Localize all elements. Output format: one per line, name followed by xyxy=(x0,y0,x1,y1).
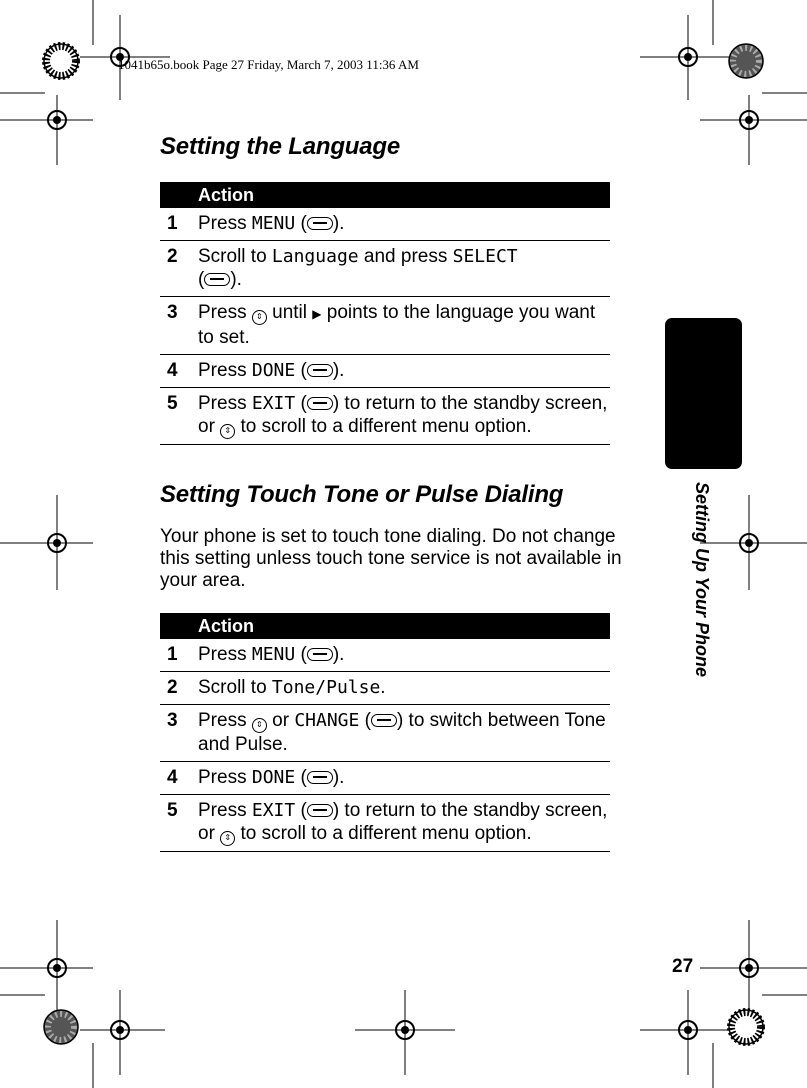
table-row xyxy=(160,795,610,852)
scroll-key-icon: ⇕ xyxy=(252,310,267,325)
softkey-icon xyxy=(371,714,397,727)
table-row xyxy=(160,208,610,241)
change-key-label: CHANGE xyxy=(294,710,360,731)
table-row xyxy=(160,672,610,705)
table-row xyxy=(160,297,610,355)
table-row xyxy=(160,355,610,388)
table-row xyxy=(160,639,610,672)
step-text: Scroll to Language and press SELECT ( ). xyxy=(198,241,610,297)
step-number: 1 xyxy=(160,639,198,672)
menu-item-label: Language xyxy=(271,246,359,267)
step-number: 4 xyxy=(160,762,198,795)
scroll-key-icon: ⇕ xyxy=(220,831,235,846)
step-text: Press DONE ( ). xyxy=(198,355,610,388)
step-text: Press MENU ( ). xyxy=(198,639,610,672)
step-number: 5 xyxy=(160,388,198,445)
section-title-language: Setting the Language xyxy=(160,133,401,160)
done-key-label: DONE xyxy=(251,767,296,788)
step-text: Scroll to Tone/Pulse. xyxy=(198,672,610,705)
step-text: Press DONE ( ). xyxy=(198,762,610,795)
step-number: 1 xyxy=(160,208,198,241)
step-number: 2 xyxy=(160,241,198,297)
step-number: 2 xyxy=(160,672,198,705)
chapter-side-title: Setting Up Your Phone xyxy=(692,482,712,678)
done-key-label: DONE xyxy=(251,360,296,381)
dialing-steps-table xyxy=(160,613,610,852)
step-number: 3 xyxy=(160,705,198,762)
scroll-key-icon: ⇕ xyxy=(252,718,267,733)
step-number: 4 xyxy=(160,355,198,388)
pointer-arrow-icon: ▶ xyxy=(312,307,322,321)
step-text: Press ⇕ or CHANGE ( ) to switch between Tone and Pulse. xyxy=(198,705,610,762)
book-header: 1041b65o.book Page 27 Friday, March 7, 2003 11:36 AM xyxy=(118,57,419,72)
section-title-dialing: Setting Touch Tone or Pulse Dialing xyxy=(160,481,564,508)
exit-key-label: EXIT xyxy=(251,393,296,414)
menu-key-label: MENU xyxy=(251,213,296,234)
exit-key-label: EXIT xyxy=(251,800,296,821)
scroll-key-icon: ⇕ xyxy=(220,424,235,439)
table-row xyxy=(160,388,610,445)
table-row xyxy=(160,705,610,762)
menu-item-label: Tone/Pulse xyxy=(271,677,381,698)
softkey-icon xyxy=(307,771,333,784)
chapter-tab-block xyxy=(665,318,742,469)
section-intro-text: Your phone is set to touch tone dialing. Do not change this setting unless touch tone service is not available in your area. xyxy=(160,526,622,591)
softkey-icon xyxy=(307,217,333,230)
language-steps-table xyxy=(160,182,610,445)
table-row xyxy=(160,241,610,297)
step-text: Press ⇕ until ▶ points to the language you want to set. xyxy=(198,297,610,355)
softkey-icon xyxy=(307,648,333,661)
step-text: Press EXIT ( ) to return to the standby screen, or ⇕ to scroll to a different menu option. xyxy=(198,388,610,445)
step-text: Press MENU ( ). xyxy=(198,208,610,241)
softkey-icon xyxy=(307,804,333,817)
select-key-label: SELECT xyxy=(452,246,518,267)
softkey-icon xyxy=(204,273,230,286)
page-number: 27 xyxy=(672,956,694,977)
step-text: Press EXIT ( ) to return to the standby screen, or ⇕ to scroll to a different menu option. xyxy=(198,795,610,852)
menu-key-label: MENU xyxy=(251,644,296,665)
step-number: 3 xyxy=(160,297,198,355)
table-header: Action xyxy=(160,182,610,208)
step-number: 5 xyxy=(160,795,198,852)
table-row xyxy=(160,762,610,795)
softkey-icon xyxy=(307,397,333,410)
softkey-icon xyxy=(307,364,333,377)
table-header: Action xyxy=(160,613,610,639)
